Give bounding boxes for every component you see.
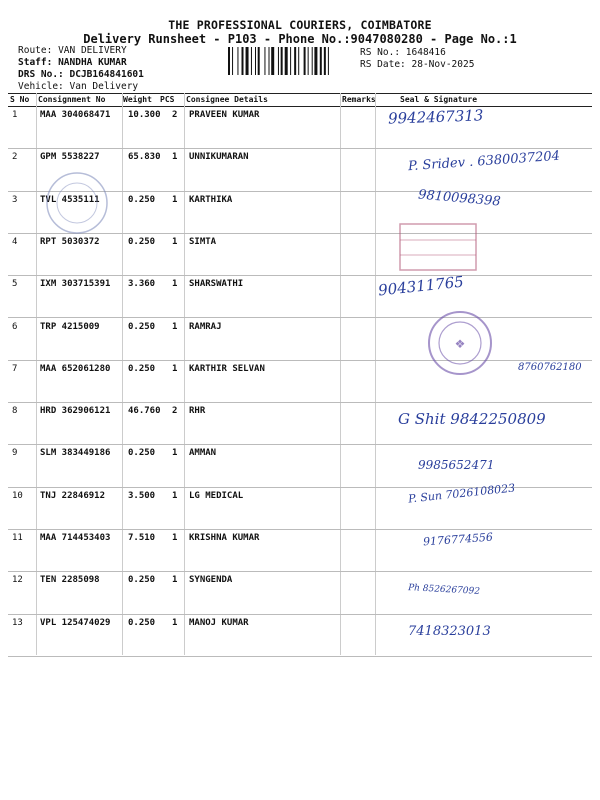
- row-sno: 4: [12, 236, 18, 247]
- row-weight: 0.250: [128, 363, 156, 374]
- rs-date-label: RS Date:: [360, 59, 406, 70]
- row-consignee: UNNIKUMARAN: [189, 152, 249, 163]
- courier-stamp: [42, 168, 112, 238]
- handwritten-phone: 904311765: [377, 272, 465, 300]
- row-sno: 3: [12, 194, 18, 205]
- row-signature: [378, 148, 600, 190]
- route-line: [18, 45, 127, 56]
- row-consignment-no: MAA 652061280: [40, 363, 111, 374]
- row-consignment-no: HRD 362906121: [40, 406, 111, 417]
- row-pcs: 1: [172, 575, 178, 586]
- barcode-bar: [255, 47, 256, 75]
- row-consignment-no: RPT 5030372: [40, 236, 100, 247]
- row-consignee: PRAVEEN KUMAR: [189, 110, 260, 120]
- table-row: [8, 571, 592, 614]
- handwritten-phone: 7418323013: [408, 623, 491, 639]
- staff-label: Staff:: [18, 57, 53, 68]
- row-sno: 8: [12, 406, 18, 417]
- col-remarks: Remarks: [342, 95, 376, 104]
- barcode-bar: [281, 47, 283, 75]
- barcode-bar: [228, 47, 230, 75]
- drs-label: DRS No.:: [18, 69, 64, 80]
- row-consignee: SIMTA: [189, 236, 217, 247]
- table-row: [8, 272, 592, 318]
- row-pcs: 1: [172, 152, 178, 163]
- col-weight: Weight: [123, 95, 152, 104]
- barcode-bar: [320, 47, 322, 75]
- table-row: [8, 360, 592, 403]
- row-consignee: RHR: [189, 406, 206, 417]
- rs-no-line: [360, 47, 446, 58]
- handwritten-phone: P. Sun 7026108023: [407, 481, 516, 506]
- handwritten-phone: 9942467313: [387, 106, 484, 128]
- row-weight: 0.250: [128, 617, 156, 628]
- barcode-bar: [308, 47, 309, 75]
- barcode-bar: [264, 47, 265, 75]
- col-consignment: Consignment No: [38, 95, 106, 104]
- row-sno: 6: [12, 321, 18, 332]
- row-pcs: 1: [172, 533, 178, 543]
- table-row: [8, 614, 592, 657]
- barcode-bar: [251, 47, 252, 75]
- row-sno: 1: [12, 110, 18, 120]
- table-row: [8, 233, 592, 276]
- route-label: Route:: [18, 45, 53, 56]
- handwritten-phone: 9810098398: [417, 187, 502, 210]
- row-consignment-no: IXM 303715391: [40, 279, 111, 290]
- drs-line: [18, 69, 144, 80]
- row-weight: 0.250: [128, 321, 156, 332]
- row-pcs: 1: [172, 490, 178, 501]
- row-consignment-no: SLM 383449186: [40, 448, 111, 459]
- runsheet-title: Delivery Runsheet - P103 - Phone No.:9047080280 - Page No.:1: [83, 32, 517, 46]
- ramraj-stamp: [425, 308, 495, 378]
- row-pcs: 1: [172, 448, 178, 459]
- svg-text:❖: ❖: [454, 337, 466, 351]
- vehicle-line: [18, 81, 138, 92]
- row-pcs: 1: [172, 236, 178, 247]
- row-consignee: SYNGENDA: [189, 575, 233, 586]
- row-consignment-no: MAA 304068471: [40, 110, 111, 120]
- barcode-bar: [237, 47, 238, 75]
- row-weight: 65.830: [128, 152, 161, 163]
- row-weight: 10.300: [128, 110, 161, 120]
- barcode-bar: [304, 47, 306, 75]
- row-pcs: 1: [172, 194, 178, 205]
- staff-value: NANDHA KUMAR: [58, 57, 127, 68]
- row-pcs: 1: [172, 363, 178, 374]
- row-consignee: SHARSWATHI: [189, 279, 244, 290]
- vehicle-value: Van Delivery: [69, 81, 139, 92]
- row-weight: 46.760: [128, 406, 161, 417]
- table-row: [8, 529, 592, 572]
- row-sno: 2: [12, 152, 18, 163]
- barcode-bar: [290, 47, 291, 75]
- table-row: [8, 318, 592, 361]
- row-weight: 3.360: [128, 279, 156, 290]
- company-title: THE PROFESSIONAL COURIERS, COIMBATORE: [168, 18, 432, 32]
- col-pcs: PCS: [160, 95, 175, 104]
- row-consignment-no: MAA 714453403: [40, 533, 111, 543]
- route-value: VAN DELIVERY: [58, 45, 127, 56]
- row-pcs: 1: [172, 617, 178, 628]
- row-sno: 9: [12, 448, 18, 459]
- barcode-bar: [271, 47, 274, 75]
- row-consignee: KARTHIR SELVAN: [189, 363, 265, 374]
- barcode-bar: [258, 47, 260, 75]
- barcode-bar: [246, 47, 249, 75]
- row-signature: [378, 571, 600, 613]
- barcode-bar: [324, 47, 326, 75]
- row-pcs: 1: [172, 279, 178, 290]
- row-consignee: KARTHIKA: [189, 194, 233, 205]
- row-consignment-no: TEN 2285098: [40, 575, 100, 586]
- row-sno: 11: [12, 533, 23, 543]
- row-pcs: 2: [172, 406, 178, 417]
- row-weight: 7.510: [128, 533, 156, 543]
- col-consignee: Consignee Details: [186, 95, 268, 104]
- row-weight: 0.250: [128, 236, 156, 247]
- handwritten-phone: 8760762180: [518, 361, 582, 373]
- row-weight: 0.250: [128, 194, 156, 205]
- row-sno: 5: [12, 279, 18, 290]
- row-consignment-no: GPM 5538227: [40, 152, 100, 163]
- drs-value: DCJB164841601: [69, 69, 144, 80]
- row-signature: [378, 444, 600, 486]
- row-signature: [378, 106, 600, 148]
- row-consignee: AMMAN: [189, 448, 217, 459]
- row-signature: [378, 529, 600, 571]
- barcode: [228, 47, 358, 75]
- handwritten-phone: P. Sridev . 6380037204: [407, 149, 561, 175]
- row-sno: 7: [12, 363, 18, 374]
- barcode-bar: [285, 47, 288, 75]
- row-consignee: LG MEDICAL: [189, 490, 244, 501]
- barcode-bar: [242, 47, 244, 75]
- table-row: [8, 444, 592, 487]
- row-signature: [378, 481, 600, 529]
- table-row: [8, 402, 592, 445]
- row-consignment-no: TNJ 22846912: [40, 490, 106, 501]
- barcode-bar: [328, 47, 329, 75]
- rs-no-label: RS No.:: [360, 47, 401, 58]
- rs-date-value: 28-Nov-2025: [411, 59, 475, 70]
- barcode-bar: [298, 47, 299, 75]
- row-sno: 10: [12, 490, 23, 501]
- row-sno: 13: [12, 617, 23, 628]
- row-signature: [378, 402, 600, 444]
- row-weight: 0.250: [128, 575, 156, 586]
- handwritten-phone: 9985652471: [418, 458, 495, 473]
- row-consignee: RAMRAJ: [189, 321, 222, 332]
- row-pcs: 2: [172, 110, 178, 120]
- table-row: [8, 106, 592, 149]
- rs-date-line: [360, 59, 474, 70]
- col-seal: Seal & Signature: [400, 95, 478, 104]
- staff-line: [18, 57, 127, 68]
- row-weight: 3.500: [128, 490, 156, 501]
- barcode-bar: [294, 47, 296, 75]
- row-consignee: MANOJ KUMAR: [189, 617, 249, 628]
- handwritten-phone: 9176774556: [422, 530, 494, 549]
- barcode-bar: [314, 47, 317, 75]
- table-header: [8, 93, 592, 107]
- row-consignment-no: VPL 125474029: [40, 617, 111, 628]
- row-consignment-no: TRP 4215009: [40, 321, 100, 332]
- row-weight: 0.250: [128, 448, 156, 459]
- rs-no-value: 1648416: [405, 47, 446, 58]
- barcode-bar: [269, 47, 270, 75]
- handwritten-phone: Ph 8526267092: [407, 583, 481, 598]
- handwritten-phone: G Shit 9842250809: [398, 410, 546, 429]
- row-pcs: 1: [172, 321, 178, 332]
- barcode-bar: [232, 47, 233, 75]
- barcode-bar: [278, 47, 279, 75]
- row-signature: [378, 614, 600, 656]
- barcode-bar: [312, 47, 313, 75]
- row-consignment-no: TVL 4535111: [40, 194, 100, 205]
- delivery-stamp: [398, 222, 478, 272]
- col-sno: S No: [10, 95, 30, 104]
- row-consignee: KRISHNA KUMAR: [189, 533, 260, 543]
- row-sno: 12: [12, 575, 23, 586]
- table-row: [8, 481, 592, 530]
- vehicle-label: Vehicle:: [18, 81, 64, 92]
